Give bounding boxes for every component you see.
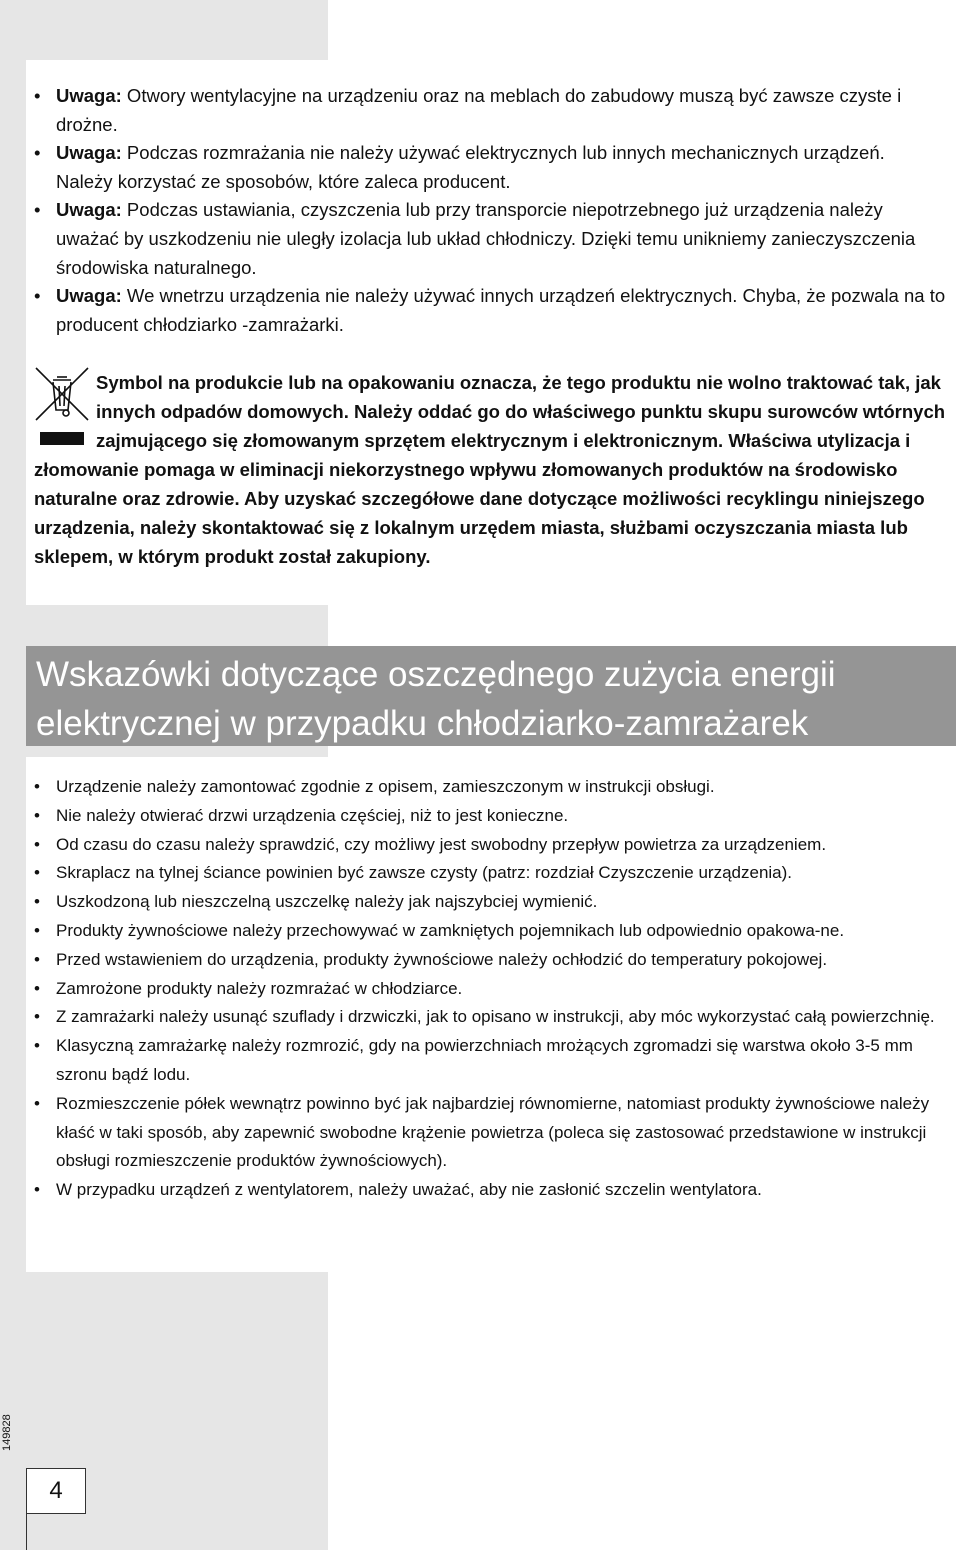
weee-notice [34, 368, 954, 571]
tip-item: • Rozmieszczenie półek wewnątrz powinno być jak najbardziej równomierne, natomiast produkty żywnościowe należy kłaść w taki sposób, aby zapewnić swobodne krążenie powietrza (poleca się zastosować przedstawione w instrukcji obsługi rozmieszczenie produktów żywnościowych). [26, 1090, 942, 1176]
tip-item: • Zamrożone produkty należy rozmrażać w chłodziarce. [26, 975, 942, 1004]
warning-list [26, 82, 946, 339]
warning-text: Podczas ustawiania, czyszczenia lub przy transporcie niepotrzebnego już urządzenia należy uważać by uszkodzeniu nie uległy izolacja lub układ chłodniczy. Dzięki temu unikniemy zanieczyszczenia środowiska naturalnego. [56, 199, 916, 278]
tip-item: • Uszkodzoną lub nieszczelną uszczelkę należy jak najszybciej wymienić. [26, 888, 942, 917]
tip-item: • Nie należy otwierać drzwi urządzenia częściej, niż to jest konieczne. [26, 802, 942, 831]
warning-item [26, 196, 946, 282]
tip-item: • Produkty żywnościowe należy przechowywać w zamkniętych pojemnikach lub odpowiednio opakowa-ne. [26, 917, 942, 946]
energy-tips-list [26, 773, 942, 1205]
warning-text: We wnetrzu urządzenia nie należy używać innych urządzeń elektrycznych. Chyba, że pozwala na to producent chłodziarko -zamrażarki. [56, 285, 946, 335]
warning-label: Uwaga: [56, 199, 122, 221]
warning-label: Uwaga: [56, 85, 122, 106]
warning-label: Uwaga: [56, 285, 122, 307]
tip-item: • Skraplacz na tylnej ściance powinien być zawsze czysty (patrz: rozdział Czyszczenie urządzenia). [26, 859, 942, 888]
section-heading: Wskazówki dotyczące oszczędnego zużycia energii elektrycznej w przypadku chłodziarko-zamrażarek [26, 646, 956, 746]
tip-item: • W przypadku urządzeń z wentylatorem, należy uważać, aby nie zasłonić szczelin wentylatora. [26, 1176, 942, 1205]
tip-item: • Z zamrażarki należy usunąć szuflady i drzwiczki, jak to opisano w instrukcji, aby móc wykorzystać całą powierzchnię. [26, 1003, 942, 1032]
tip-item: • Od czasu do czasu należy sprawdzić, czy możliwy jest swobodny przepływ powietrza za urządzeniem. [26, 831, 942, 860]
warning-text: Otwory wentylacyjne na urządzeniu oraz na meblach do zabudowy muszą być zawsze czyste i drożne. [56, 85, 902, 135]
page-number: 4 [26, 1468, 86, 1514]
tip-item: • Urządzenie należy zamontować zgodnie z opisem, zamieszczonym w instrukcji obsługi. [26, 773, 942, 802]
document-code: 149828 [1, 1414, 13, 1452]
page-number-rule [26, 1514, 27, 1550]
warning-text: Podczas rozmrażania nie należy używać elektrycznych lub innych mechanicznych urządzeń. Należy korzystać ze sposobów, które zaleca producent. [56, 142, 885, 192]
warning-item [26, 139, 946, 196]
warning-item [26, 282, 946, 339]
weee-icon-spacer [34, 368, 96, 454]
warning-item [26, 82, 946, 139]
warning-label: Uwaga: [56, 142, 122, 164]
tip-item: • Przed wstawieniem do urządzenia, produkty żywnościowe należy ochłodzić do temperatury pokojowej. [26, 946, 942, 975]
weee-text: Symbol na produkcie lub na opakowaniu oznacza, że tego produktu nie wolno traktować tak, jak innych odpadów domowych. Należy oddać go do właściwego punktu skupu surowców wtórnych zajmującego się złomowanym sprzętem elektrycznym i elektronicznym. Właściwa utylizacja i złomowanie pomaga w eliminacji niekorzystnego wpływu złomowanych produktów na środowisko naturalne oraz zdrowie. Aby uzyskać szczegółowe dane dotyczące możliwości recyklingu niniejszego urządzenia, należy skontaktować się z lokalnym urzędem miasta, służbami oczyszczania miasta lub sklepem, w którym produkt został zakupiony. [34, 372, 946, 567]
tip-item: • Klasyczną zamrażarkę należy rozmrozić, gdy na powierzchniach mrożących zgromadzi się warstwa około 3-5 mm szronu bądź lodu. [26, 1032, 942, 1090]
